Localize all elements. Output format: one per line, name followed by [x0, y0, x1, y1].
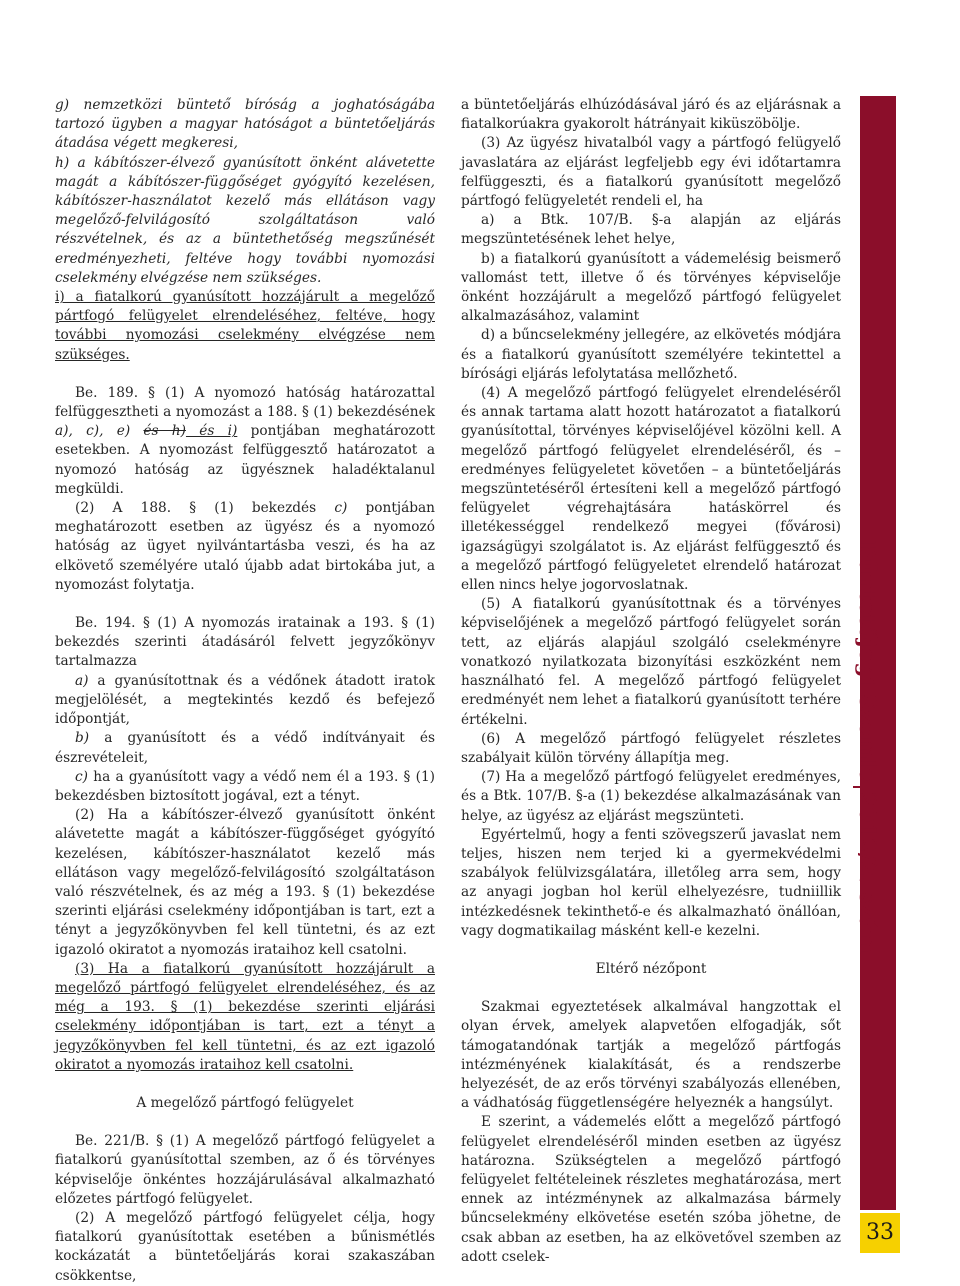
journal-name: Büntetőjogi Szemle: [854, 540, 880, 782]
text-italic: a): [75, 672, 89, 689]
paragraph: [55, 499, 435, 595]
paragraph: [55, 96, 435, 154]
paragraph: Szakmai egyeztetések alkalmával hangzottak el olyan érvek, amelyek alapvetően elfogadják, sőt támogatandónak tartják a megelőző pártfogás intézményének kialakítását, és a rendszerbe helyezését, de az erős törvényi szabályozás ellenében, a vádhatóság függetlenségére helyeznék a hangsúlyt.: [461, 999, 841, 1112]
paragraph: (4) A megelőző pártfogó felügyelet elrendeléséről és annak tartama alatt hozott határozatot a fiatalkorú gyanúsítottal, törvényes képviselőjével közölni kell. A megelőző pártfogó felügyelet elrendeléséről, és – eredményes felügyeletet követően – a büntetőeljárás megszüntetéséről értesíteni kell a megelőző pártfogó felügyelet végrehajtására hatáskörrel és illetékességgel rendelkező megyei (fővárosi) igazságügyi szolgálatot is. Az eljárást felfüggesztő és a megelőző pártfogó felügyeletet elrendelő határozat ellen nincs helye jogorvoslatnak.: [461, 385, 841, 594]
paragraph-underlined: i) a fiatalkorú gyanúsított hozzájárult a megelőző pártfogó felügyelet elrendeléséhez, feltéve, hogy további nyomozási cselekmény elvégzése nem szükséges.: [55, 289, 435, 363]
paragraph: (2) A megelőző pártfogó felügyelet célja, hogy fiatalkorú gyanúsítottak esetében a bűnismétlés kockázatát a büntetőeljárás korai szakaszában csökkentse,: [55, 1209, 435, 1284]
section-heading: A megelőző pártfogó felügyelet: [136, 1094, 354, 1111]
text-italic: a), c), e): [55, 423, 144, 440]
spacer: [55, 1113, 435, 1132]
text: pontjában meghatározott esetekben. A nyomozást felfüggesztő határozatot a nyomozó hatóság az ügyésznek haladéktalanul megküldi.: [55, 423, 436, 497]
paragraph: [55, 154, 435, 288]
paragraph: [55, 768, 435, 806]
paragraph: (3) Az ügyész hivatalból vagy a pártfogó felügyelő javaslatára az eljárást legfeljebb egy évi időtartamra felfüggeszti, és a fiatalkorú gyanúsított megelőző pártfogó felügyeletét rendeli el, ha: [461, 135, 841, 210]
divider: [853, 786, 879, 788]
text-underlined: és i): [185, 423, 238, 440]
text: Be. 189. § (1) A nyomozó hatóság határozattal felfüggesztheti a nyomozást a 188. § (1) bekezdésének: [55, 384, 435, 421]
section-heading: Eltérő nézőpont: [595, 960, 707, 977]
journal-title-text: [853, 540, 880, 954]
paragraph: (2) Ha a kábítószer-élvező gyanúsított önként alávetette magát a kábítószer-függőséget gyógyító kezelésen, kábítószer-használatot kezelő más ellátáson vagy megelőző-felvilágosító szolgáltatáson való részvételnek, és az még a 193. § (1) bekezdése szerinti eljárási cselekmény időpontjában is tart, ezt a tényt a jegyzőkönyvben fel kell tüntetni, és az ezt igazoló okiratot a nyomozás irataihoz kell csatolni.: [55, 807, 435, 958]
paragraph: (6) A megelőző pártfogó felügyelet részletes szabályait külön törvény állapítja meg.: [461, 730, 841, 766]
text: a gyanúsítottnak és a védőnek átadott iratok megjelölését, a megtekintés kezdő és befejező időpontját,: [55, 672, 435, 728]
text: pontjában meghatározott esetben az ügyész és a nyomozó hatóság az ügyet nyilvántartásba veszi, és ha az elkövető személyére utaló újabb adat birtokába jut, a nyomozást folytatja.: [55, 500, 435, 593]
paragraph: [55, 672, 435, 730]
page-number: 33: [866, 1220, 894, 1245]
paragraph: a) a Btk. 107/B. §-a alapján az eljárás megszüntetésének lehet helye,: [461, 212, 841, 248]
text: ha a gyanúsított vagy a védő nem él a 193. § (1) bekezdésben biztosított jogával, ezt a tényt.: [55, 768, 435, 804]
spacer: [55, 1075, 435, 1094]
paragraph-text: h) a kábítószer-élvező gyanúsított önként alávetette magát a kábítószer-függőséget gyógyító kezelésen, kábítószer-használatot kezelő más ellátáson vagy megelőző-felvilágosító szolgáltatáson való részvételnek, és az a büntethetőség megszűnését eredményezheti, feltéve hogy további nyomozási cselekmény elvégzése nem szükséges.: [55, 154, 435, 286]
spacer: [461, 979, 841, 998]
paragraph: [55, 384, 435, 499]
right-column: [461, 96, 841, 1267]
paragraph: Be. 221/B. § (1) A megelőző pártfogó felügyelet a fiatalkorú gyanúsítottal szemben, az ő és törvényes képviselője önkéntes hozzájárulásával alkalmazható előzetes pártfogó felügyelet.: [55, 1133, 435, 1207]
text: a gyanúsított és a védő indítványait és észrevételeit,: [55, 730, 435, 766]
paragraph-underlined: (3) Ha a fiatalkorú gyanúsított hozzájárult a megelőző pártfogó felügyelet elrendeléséhez, és az még a 193. § (1) bekezdése szerinti eljárási cselekmény időpontjában is tart, ezt a tényt a jegyzőkönyvben fel kell tüntetni, és az ezt igazoló okiratot a nyomozás irataihoz kell csatolni.: [55, 960, 435, 1073]
paragraph: E szerint, a vádemelés előtt a megelőző pártfogó felügyelet elrendeléséről minden esetben az ügyész határozna. Szükségtelen a megelőző pártfogó felügyelet feltételeinek részletes meghatározása, mert ennek az intézménynek az alkalmazása bármely bűncselekmény elkövetése esetén szóba jöhetne, de csak abban az esetben, ha az elkövetővel szemben az adott cselek-: [461, 1114, 841, 1265]
text: (2) A 188. § (1) bekezdés: [75, 500, 335, 517]
spacer: [55, 365, 435, 384]
spacer: [461, 941, 841, 960]
left-column: [55, 96, 435, 1286]
spacer: [55, 595, 435, 614]
paragraph: (5) A fiatalkorú gyanúsítottnak és a törvényes képviselőjének a megelőző pártfogó felügyelet során tett, az eljárás alapjául szolgáló cselekményre vonatkozó nyilatkozata bizonyítási eszközként nem használható fel. A megelőző pártfogó felügyelet eredményét nem lehet a fiatalkorú gyanúsított terhére értékelni.: [461, 596, 841, 728]
paragraph: Egyértelmű, hogy a fenti szövegszerű javaslat nem teljes, hiszen nem terjed ki a gyermekvédelmi szabályok felülvizsgálatára, illetőleg arra sem, hogy az anyagi jogban hol kerül elhelyezésre, tudniillik intézkedésnek tekinthető-e és alkalmazható önállóan, vagy dogmatikailag másként kell-e kezelni.: [461, 826, 841, 939]
paragraph: a büntetőeljárás elhúzódásával járó és az eljárásnak a fiatalkorúakra gyakorolt hátrányait kiküszöbölje.: [461, 97, 841, 133]
text-struck: és h): [143, 423, 186, 440]
paragraph: [55, 729, 435, 767]
issue-label: 2012/2. szám: [854, 791, 880, 954]
paragraph-text: g) nemzetközi büntető bíróság a joghatóságába tartozó ügyben a magyar hatóságot a büntetőeljárás átadása végett megkeresi,: [55, 97, 435, 152]
paragraph: b) a fiatalkorú gyanúsított a vádemelésig beismerő vallomást tett, illetve ő és törvényes képviselője önként hozzájárult a megelőző pártfogó felügyelet alkalmazásához, valamint: [461, 250, 841, 325]
text-italic: c): [75, 768, 89, 785]
paragraph: (7) Ha a megelőző pártfogó felügyelet eredményes, és a Btk. 107/B. §-a (1) bekezdése alkalmazásának van helye, az ügyész az eljárást megszünteti.: [461, 769, 841, 824]
text-italic: b): [75, 730, 90, 747]
paragraph: Be. 194. § (1) A nyomozás iratainak a 193. § (1) bekezdés szerinti átadásáról felvett jegyzőkönyv tartalmazza: [55, 615, 435, 670]
paragraph: d) a bűncselekmény jellegére, az elkövetés módjára és a fiatalkorú gyanúsított személyére tekintettel a bírósági eljárás lefolytatása mellőzhető.: [461, 327, 841, 382]
text-italic: c): [334, 500, 348, 517]
